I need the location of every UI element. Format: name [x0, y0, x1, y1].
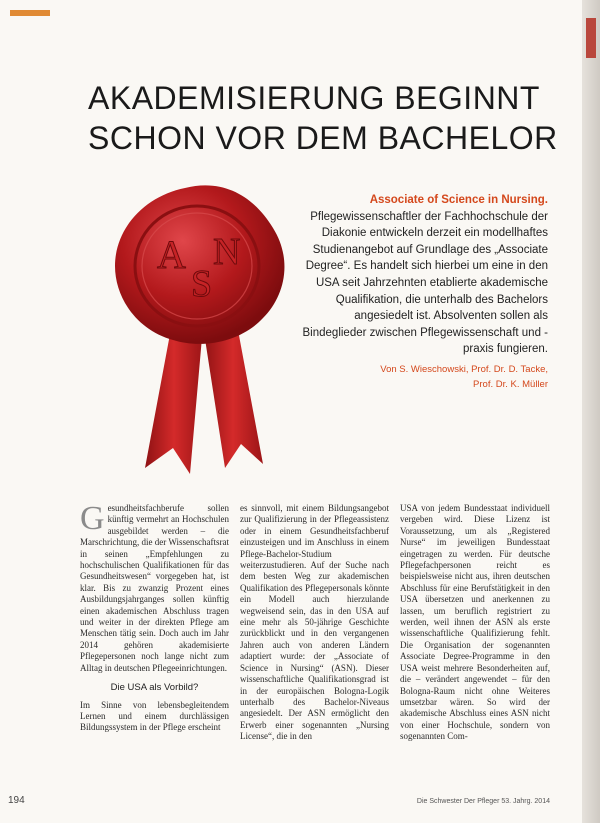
section-subheading: Die USA als Vorbild?: [110, 682, 199, 694]
lead-kicker: Associate of Science in Nursing.: [369, 194, 548, 206]
body-column-1: [80, 503, 229, 803]
intro-text: esundheitsfachberufe sollen künftig vermehrt an Hochschulen ausgebildet werden – die Marschrichtung, die der Wissenschaftsrat in seinen „Empfehlungen zu hochschulischen Qualifikationen für das Gesundheitswesen“ vorgegeben hat, ist klar. Bis zu zwanzig Prozent eines Ausbildungsjahrganges sollen künftig einen akademischen Abschluss tragen und weiter in der direkten Pflege am Menschen tätig sein. Doch auch im Jahr 2014 gehören akademisierte Pflegepersonen noch lange nicht zum Alltag in deutschen Pflegeeinrichtungen.: [80, 503, 229, 673]
monogram-letter-a: A: [157, 232, 186, 277]
lead-text: Pflegewissenschaftler der Fachhochschule der Diakonie entwickeln derzeit ein modellhaftes Studienangebot auf Grundlage des „Associate Degree“. Es handelt sich hierbei um eine in den USA seit Jahrzehnten etablierte akademische Qualifikation, die unterhalb des Bachelors angesiedelt ist. Absolventen sollen als Bindeglieder zwischen Pflegewissenschaft und -praxis fungieren.: [302, 210, 548, 356]
monogram-letter-s: S: [191, 263, 213, 305]
article-lead: [292, 192, 548, 358]
title-line-1: AKADEMISIERUNG BEGINNT: [88, 80, 540, 116]
drop-cap: G: [80, 503, 105, 537]
monogram-letter-n: N: [213, 231, 241, 273]
running-footer: Die Schwester Der Pfleger 53. Jahrg. 2014: [416, 798, 550, 805]
title-line-2: SCHON VOR DEM BACHELOR: [88, 120, 558, 156]
author-byline: [330, 362, 548, 392]
section-paragraph: Im Sinne von lebensbegleitendem Lernen und einem durchlässigen Bildungssystem in der Pflege erscheint: [80, 699, 229, 733]
column-3-text: USA von jedem Bundesstaat individuell vergeben wird. Diese Lizenz ist Voraussetzung, um als „Registered Nurse“ im jeweiligen Bundesstaat eingetragen zu werden. Für deutsche Pflegefachpersonen reicht es beispielsweise nicht aus, ihren deutschen Abschluss für eine Berufstätigkeit in den USA übersetzen und anerkennen zu lassen, um beruflich registriert zu werden, weil ihnen der ASN als erste wissenschaftliche Qualifizierung fehlt. Die Organisation der sogenannten Associate Degree-Programme in den USA weist mehrere Besonderheiten auf, die – verändert angewendet – für den Bologna-Raum nicht ohne Weiteres umsetzbar wären. So wird der akademische Abschluss eines ASN nicht von einer Hochschule, sondern von sogenannten Com-: [400, 503, 550, 742]
body-column-3: [400, 503, 550, 803]
wax-seal-illustration: [85, 168, 315, 480]
intro-paragraph: [80, 503, 229, 674]
section-color-bar: [10, 10, 50, 16]
article-title: [88, 78, 558, 158]
byline-line-2: Prof. Dr. K. Müller: [473, 379, 548, 390]
body-column-2: [240, 503, 389, 803]
facing-page-edge: [582, 0, 600, 823]
byline-line-1: Von S. Wieschowski, Prof. Dr. D. Tacke,: [380, 364, 548, 375]
page-number: 194: [8, 795, 25, 806]
column-2-text: es sinnvoll, mit einem Bildungsangebot zur Qualifizierung in der Pflegeassistenz oder in einem Gesundheitsfachberuf einzusteigen und im Anschluss in einem Pflege-Bachelor-Studium weiterzustudieren. Auf der Suche nach dem besten Weg zur akademischen Qualifikation des Pflegepersonals könnte ein Modell auch hierzulande wegweisend sein, das in den USA auf eine mehr als 50-jährige Geschichte zurückblickt und in den vergangenen Jahren auch von anderen Ländern adaptiert wurde: der „Associate of Science in Nursing“ (ASN). Dieser wissenschaftliche Qualifikationsgrad ist in der europäischen Bologna-Logik unterhalb des Bachelor-Niveaus angesiedelt. Der ASN ermöglicht den Erwerb einer sogenannten „Nursing License“, die in den: [240, 503, 389, 742]
facing-page-color-tab: [586, 18, 596, 58]
